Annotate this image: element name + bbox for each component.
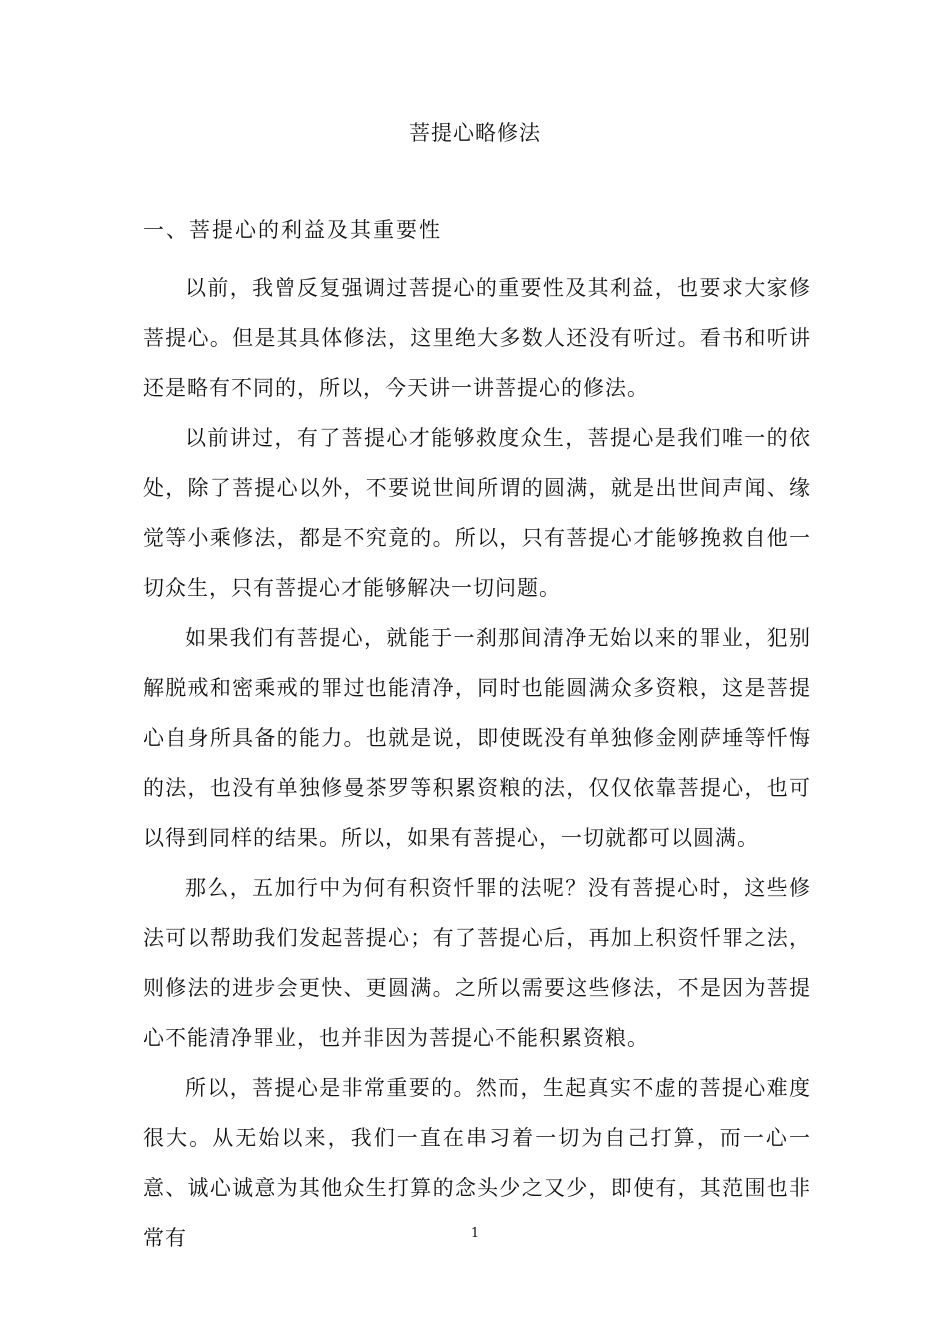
page-number: 1 xyxy=(470,1226,480,1241)
paragraph: 以前讲过，有了菩提心才能够救度众生，菩提心是我们唯一的依处，除了菩提心以外，不要说世间所谓的圆满，就是出世间声闻、缘觉等小乘修法，都是不究竟的。所以，只有菩提心才能够挽救自他一切众生，只有菩提心才能够解决一切问题。 xyxy=(143,426,811,600)
paragraph: 如果我们有菩提心，就能于一刹那间清净无始以来的罪业，犯别解脱戒和密乘戒的罪过也能清净，同时也能圆满众多资粮，这是菩提心自身所具备的能力。也就是说，即使既没有单独修金刚萨埵等忏悔的法，也没有单独修曼茶罗等积累资粮的法，仅仅依靠菩提心，也可以得到同样的结果。所以，如果有菩提心，一切就都可以圆满。 xyxy=(143,626,811,850)
paragraph: 所以，菩提心是非常重要的。然而，生起真实不虚的菩提心难度很大。从无始以来，我们一直在串习着一切为自己打算，而一心一意、诚心诚意为其他众生打算的念头少之又少，即使有，其范围也非常有 xyxy=(143,1076,811,1250)
document-body xyxy=(143,263,811,1263)
paragraph: 以前，我曾反复强调过菩提心的重要性及其利益，也要求大家修菩提心。但是其具体修法，这里绝大多数人还没有听过。看书和听讲还是略有不同的，所以，今天讲一讲菩提心的修法。 xyxy=(143,276,811,400)
document-title: 菩提心略修法 xyxy=(409,121,541,145)
section-heading: 一、菩提心的利益及其重要性 xyxy=(143,218,442,242)
paragraph: 那么，五加行中为何有积资忏罪的法呢？没有菩提心时，这些修法可以帮助我们发起菩提心；有了菩提心后，再加上积资忏罪之法，则修法的进步会更快、更圆满。之所以需要这些修法，不是因为菩提心不能清净罪业，也并非因为菩提心不能积累资粮。 xyxy=(143,876,811,1050)
